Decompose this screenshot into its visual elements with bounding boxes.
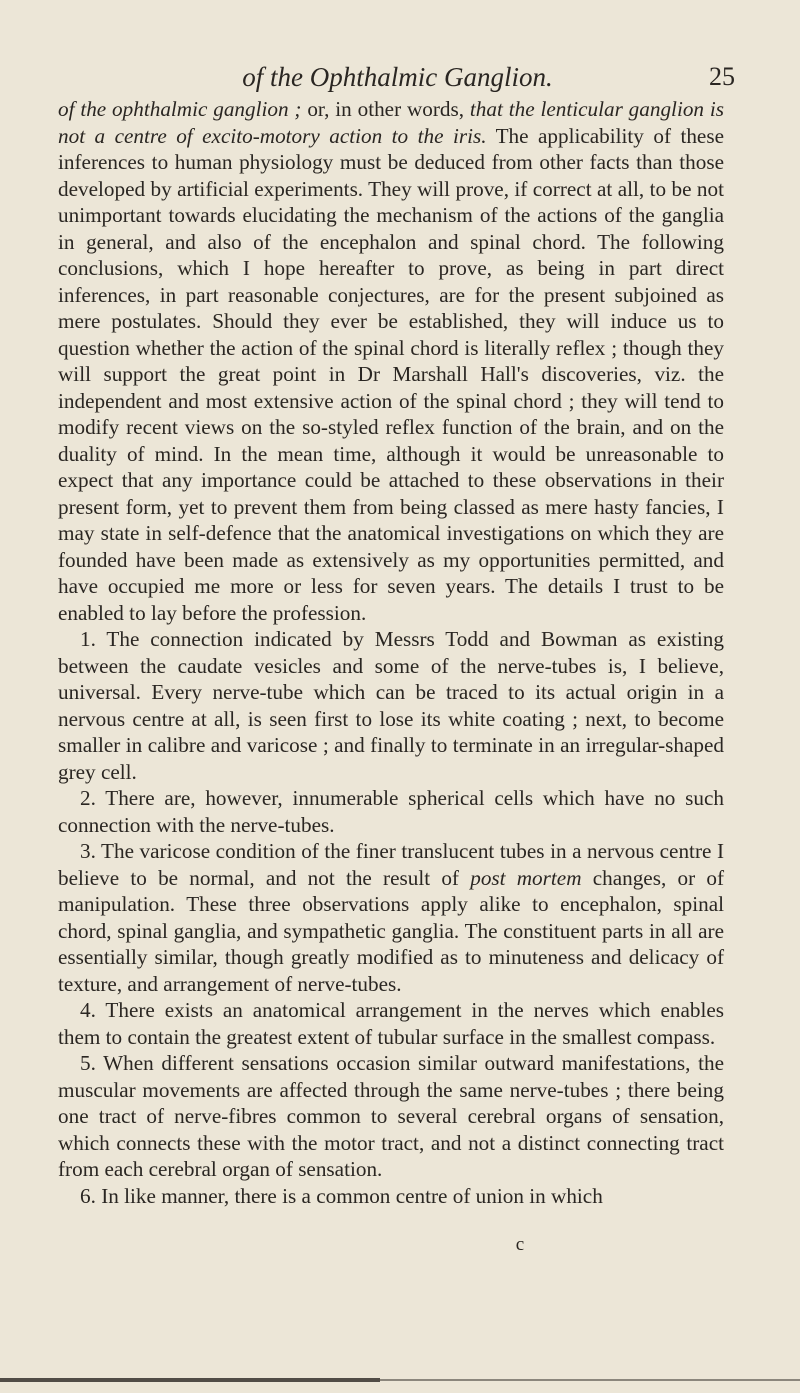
postulate-1: 1. The connection indicated by Messrs Todd and Bowman as existing between the caudate vesicles and some of the nerve-tubes is, I believe, universal. Every nerve-tube which can be traced to its actual origin in a nervous centre at all, is seen first to lose its white coating ; next, to become smaller in calibre and varicose ; and finally to terminate in an irregular-shaped grey cell. [58,627,724,784]
italic-phrase: not [58,123,86,148]
italic-phrase: of excito-motory action to the iris. [166,123,487,148]
text-run: changes, or of manipulation. These three observations apply alike to encephalon, spinal chord, spinal ganglia, and sympathetic ganglia. The constituent parts in all are essentially similar, though greatly modified as to minuteness and delicacy of texture, and arrangement of nerve-tubes. [58,865,724,996]
postulate-2: 2. There are, however, innumerable spherical cells which have no such connection with the nerve-tubes. [58,786,724,837]
signature-mark: c [515,1234,525,1255]
bottom-edge-rule [380,1379,800,1381]
italic-phrase: a [85,123,115,148]
italic-phrase: centre [114,123,167,148]
text-run: 3. The varicose condition of the finer translucent tubes in a nervous centre I believe to be normal, and not the result of [58,839,724,890]
postulate-6: 6. In like manner, there is a common centre of union in which [80,1183,603,1208]
postulate-5: 5. When different sensations occasion similar outward manifestations, the muscular movements are affected through the same nerve-tubes ; there being one tract of nerve-fibres common to several cerebral organs of sensation, which connects these with the motor tract, and not a distinct connecting tract from each cerebral organ of sensation. [58,1051,724,1181]
postulate-3 [58,838,724,997]
body-text [58,96,724,1209]
italic-phrase: of the ophthalmic ganglion ; [58,97,302,121]
italic-phrase: post mortem [470,865,582,890]
intro-paragraph [58,96,724,626]
page-header [60,60,735,94]
italic-phrase: that the lenticular ganglion is [469,97,724,121]
bottom-edge-rule [0,1378,380,1382]
postulate-4: 4. There exists an anatomical arrangement in the nerves which enables them to contain the greatest extent of tubular surface in the smallest compass. [58,998,724,1049]
text-run: or, in other words, [301,97,470,121]
running-title: of the Ophthalmic Ganglion. [242,62,553,92]
text-run: The applicability of these inferences to human physiology must be deduced from other facts than those developed by artificial experiments. They will prove, if correct at all, to be not unimportant towards elucidating the mechanism of the actions of the ganglia in general, and also of the encephalon and spinal chord. The following conclusions, which I hope hereafter to prove, as being in part direct inferences, in part reasonable conjectures, are for the present subjoined as mere postulates. Should they ever be established, they will induce us to question whether the action of the spinal chord is literally reflex ; though they will support the great point in Dr Marshall Hall's discoveries, viz. the independent and most extensive action of the spinal chord ; they will tend to modify recent views on the so-styled reflex function of the brain, and on the duality of mind. In the mean time, although it would be unreasonable to expect that any importance could be attached to these observations in their present form, yet to prevent them from being classed as mere hasty fancies, I may state in self-defence that the anatomical investigations on which they are founded have been made as extensively as my opportunities permitted, and have occupied me more or less for seven years. The details I trust to be enabled to lay before the profession. [58,123,724,625]
page-number: 25 [709,62,735,91]
